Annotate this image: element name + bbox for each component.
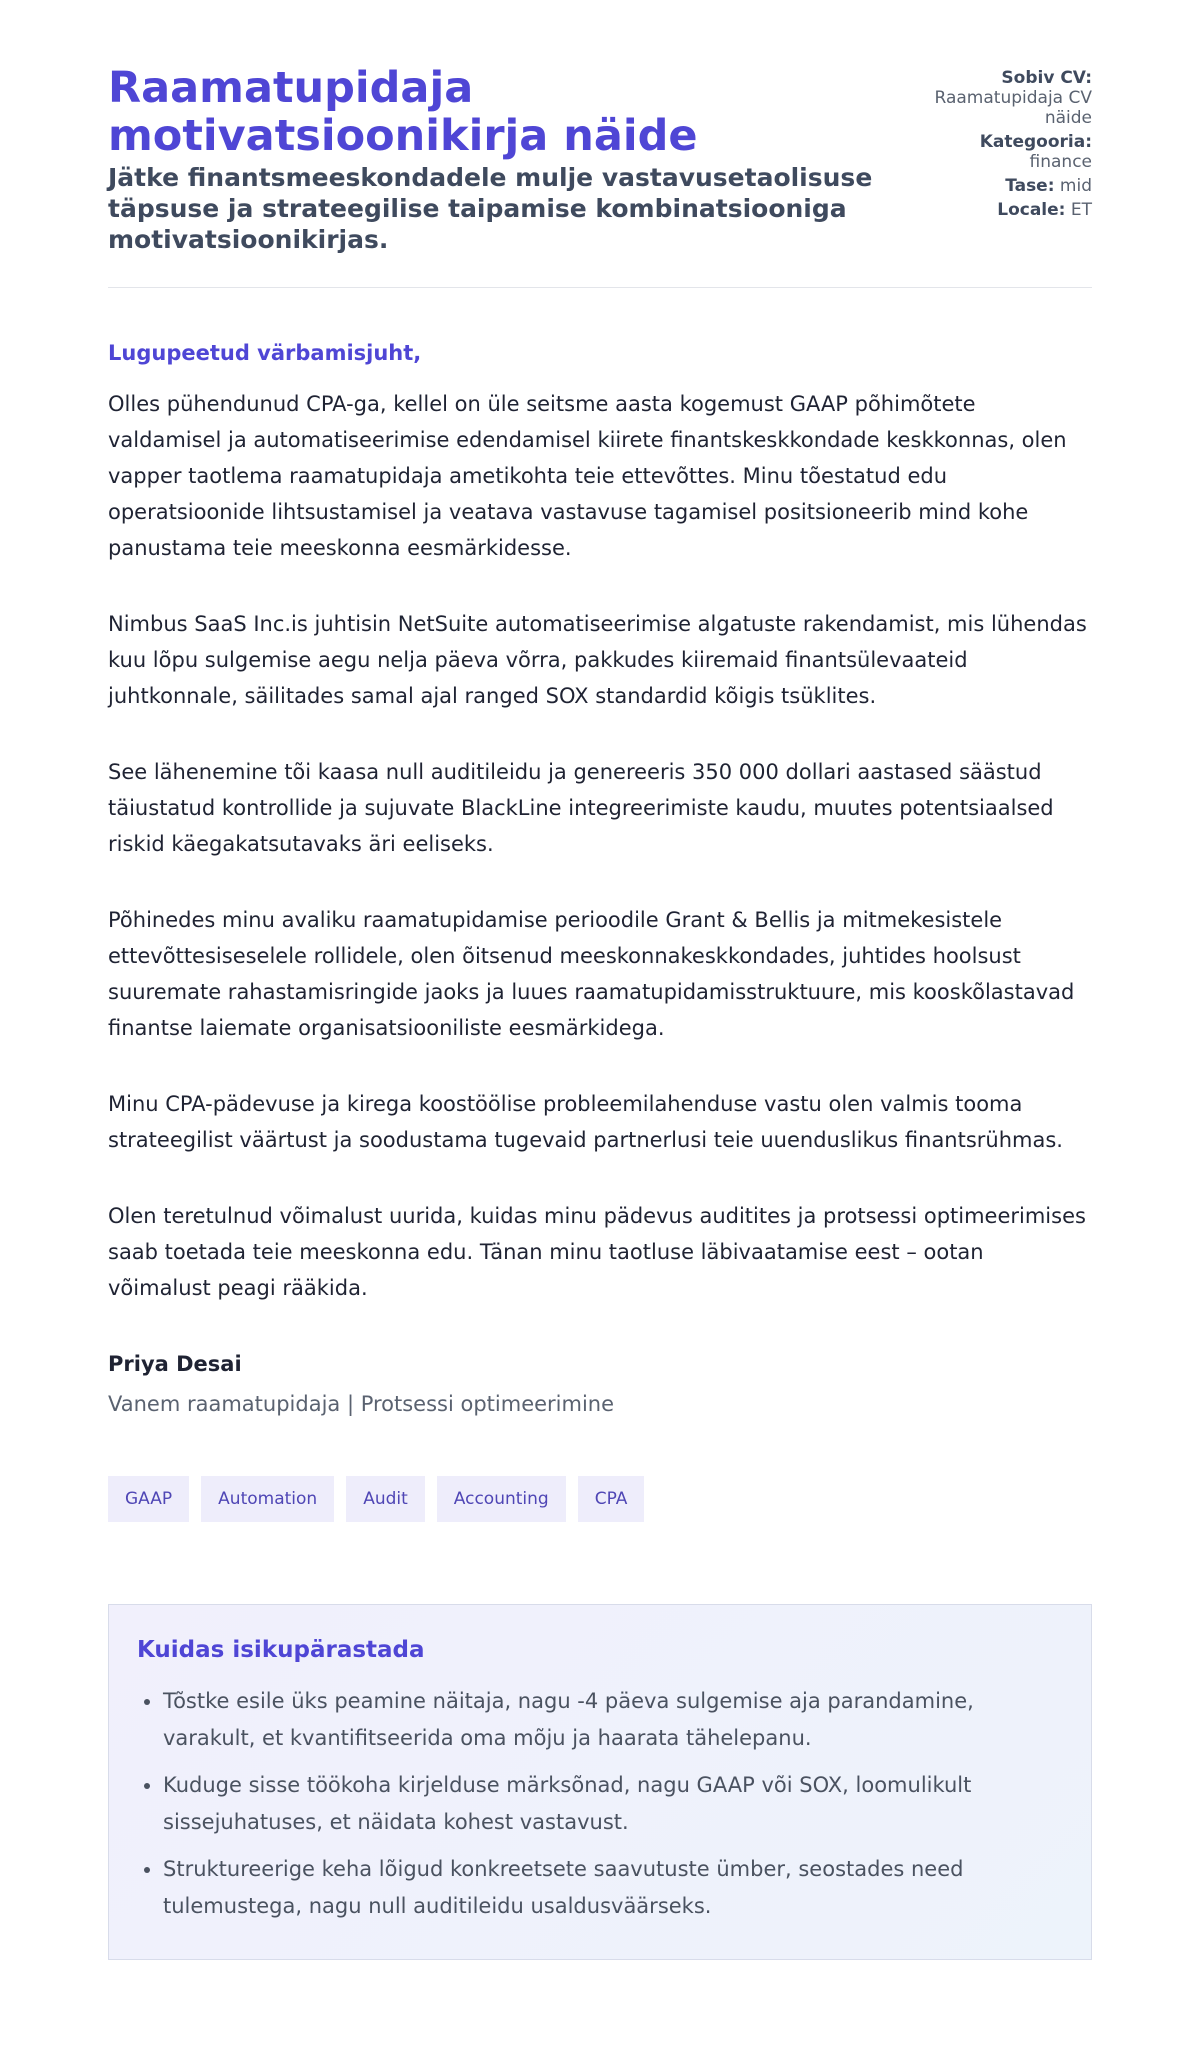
meta-category [917, 132, 1092, 172]
signature-name: Priya Desai [108, 1352, 242, 1376]
header-divider [108, 287, 1092, 288]
tag-gaap[interactable]: GAAP [108, 1476, 189, 1522]
meta-level [917, 176, 1092, 196]
meta-level-label: Tase: [1005, 176, 1055, 196]
signature-title: Vanem raamatupidaja | Protsessi optimeerimine [108, 1392, 615, 1416]
meta-locale-label: Locale: [997, 200, 1066, 220]
letter-body [108, 386, 1092, 1306]
tag-list [108, 1476, 1092, 1522]
tips-title: Kuidas isikupärastada [137, 1637, 425, 1663]
meta-locale [917, 200, 1092, 220]
meta-cv-label: Sobiv CV: [1001, 68, 1092, 88]
letter-paragraph: See lähenemine tõi kaasa null auditileidu ja genereeris 350 000 dollari aastased säästud täiustatud kontrollide ja sujuvate BlackLine integreerimiste kaudu, muutes potentsiaalsed riskid käegakatsutavaks äri eeliseks. [108, 760, 1054, 856]
tag-audit[interactable]: Audit [346, 1476, 425, 1522]
tips-item: • Kuduge sisse töökoha kirjelduse märksõnad, nagu GAAP või SOX, loomulikult sissejuhatuses, et näidata kohest vastavust. [163, 1767, 1063, 1841]
meta-level-value: mid [1059, 176, 1092, 196]
meta-locale-value: ET [1070, 200, 1092, 220]
meta-panel [917, 68, 1092, 224]
letter-paragraph: Olen teretulnud võimalust uurida, kuidas minu pädevus auditites ja protsessi optimeerimises saab toetada teie meeskonna edu. Tänan minu taotluse läbivaatamise eest – ootan võimalust peagi rääkida. [108, 1204, 1086, 1300]
tag-cpa[interactable]: CPA [578, 1476, 645, 1522]
page-subtitle: Jätke finantsmeeskondadele mulje vastavusetaolisuse täpsuse ja strateegilise taipamise kombinatsiooniga motivatsioonikirjas. [108, 163, 873, 254]
meta-cv [917, 68, 1092, 128]
tips-item: • Struktureerige keha lõigud konkreetsete saavutuste ümber, seostades need tulemustega, nagu null auditileidu usaldusväärseks. [163, 1851, 1063, 1925]
tips-item: • Tõstke esile üks peamine näitaja, nagu -4 päeva sulgemise aja parandamine, varakult, et kvantifitseerida oma mõju ja haarata tähelepanu. [163, 1683, 1063, 1757]
meta-cv-value[interactable]: Raamatupidaja CV näide [934, 88, 1092, 128]
letter-paragraph: Olles pühendunud CPA-ga, kellel on üle seitsme aasta kogemust GAAP põhimõtete valdamisel ja automatiseerimise edendamisel kiirete finantskeskkondade keskkonnas, olen vapper taotlema raamatupidaja ametikohta teie ettevõttes. Minu tõestatud edu operatsioonide lihtsustamisel ja veatava vastavuse tagamisel positsioneerib mind kohe panustama teie meeskonna eesmärkidesse. [108, 392, 1067, 560]
letter-paragraph: Põhinedes minu avaliku raamatupidamise perioodile Grant & Bellis ja mitmekesistele ettevõttesiseselele rollidele, olen õitsenud meeskonnakeskkondades, juhtides hoolsust suuremate rahastamisringide jaoks ja luues raamatupidamisstruktuure, mis kooskõlastavad finantse laiemate organisatsiooniliste eesmärkidega. [108, 908, 1075, 1040]
tag-accounting[interactable]: Accounting [437, 1476, 566, 1522]
letter-salutation: Lugupeetud värbamisjuht, [108, 341, 422, 365]
page-header [108, 64, 1092, 255]
signature-block [108, 1350, 1092, 1418]
personalization-tips [108, 1604, 1092, 1960]
header-titles [108, 64, 908, 255]
letter-paragraph: Nimbus SaaS Inc.is juhtisin NetSuite automatiseerimise algatuste rakendamist, mis lühendas kuu lõpu sulgemise aegu nelja päeva võrra, pakkudes kiiremaid finantsülevaateid juhtkonnale, säilitades samal ajal ranged SOX standardid kõigis tsüklites. [108, 612, 1087, 708]
meta-category-label: Kategooria: [979, 132, 1092, 152]
page-title: Raamatupidaja motivatsioonikirja näide [108, 63, 698, 161]
meta-category-value: finance [1029, 152, 1092, 172]
letter-paragraph: Minu CPA-pädevuse ja kirega koostöölise probleemilahenduse vastu olen valmis tooma strateegilist väärtust ja soodustama tugevaid partnerlusi teie uuenduslikus finantsrühmas. [108, 1092, 1063, 1152]
tips-list [137, 1683, 1063, 1925]
tag-automation[interactable]: Automation [201, 1476, 334, 1522]
